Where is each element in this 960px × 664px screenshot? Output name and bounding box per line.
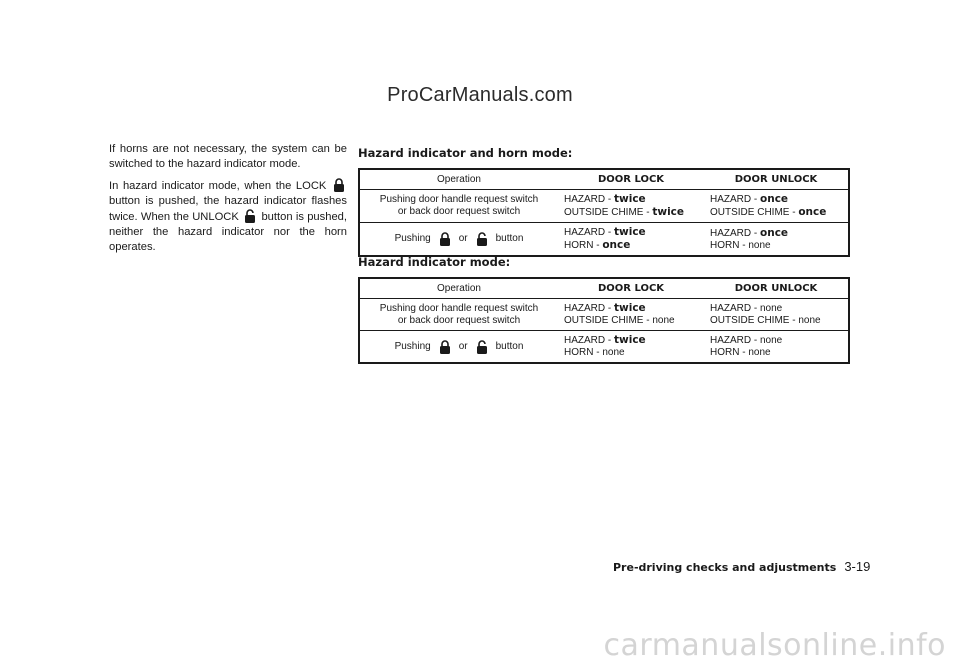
pushing-label: Pushing bbox=[394, 340, 431, 352]
or-label: or bbox=[458, 233, 468, 244]
pushing-label: Pushing bbox=[394, 233, 431, 244]
chime-label: OUTSIDE CHIME - bbox=[564, 315, 653, 326]
chime-value: once bbox=[798, 206, 827, 218]
header-door-lock: DOOR LOCK bbox=[558, 169, 704, 190]
operation-cell bbox=[359, 190, 558, 223]
header-door-unlock: DOOR UNLOCK bbox=[704, 278, 849, 299]
table-row bbox=[359, 331, 849, 364]
operation-line-2: or back door request switch bbox=[397, 314, 521, 326]
paragraph-2-part-c: button is pushed, neither the hazard indicator nor the horn operates. bbox=[109, 211, 348, 253]
watermark-bottom: carmanualsonline.info bbox=[603, 628, 946, 663]
watermark-top: ProCarManuals.com bbox=[387, 84, 573, 106]
operation-cell bbox=[359, 223, 558, 257]
button-label: button bbox=[495, 233, 524, 244]
hazard-label: HAZARD - bbox=[710, 334, 760, 346]
hazard-label: HAZARD - bbox=[564, 227, 614, 238]
door-lock-cell bbox=[558, 223, 704, 257]
unlock-icon bbox=[476, 232, 488, 246]
chime-value: none bbox=[798, 314, 821, 326]
chime-label: OUTSIDE CHIME - bbox=[710, 314, 799, 326]
door-unlock-cell bbox=[704, 190, 849, 223]
door-lock-cell bbox=[558, 331, 704, 364]
door-unlock-cell bbox=[704, 223, 849, 257]
operation-cell bbox=[359, 331, 558, 364]
lock-icon bbox=[439, 232, 451, 246]
paragraph-1: If horns are not necessary, the system can be switched to the hazard indicator mode. bbox=[109, 143, 347, 170]
button-label: button bbox=[495, 340, 524, 352]
horn-label: HORN - bbox=[710, 239, 749, 251]
table-hazard-mode bbox=[358, 277, 850, 364]
hazard-value: twice bbox=[614, 334, 646, 346]
chime-value: twice bbox=[652, 206, 685, 218]
hazard-value: twice bbox=[614, 302, 646, 314]
lock-icon bbox=[333, 178, 345, 192]
hazard-value: once bbox=[760, 193, 789, 205]
operation-cell bbox=[359, 299, 558, 331]
hazard-label: HAZARD - bbox=[564, 194, 614, 205]
intro-text bbox=[109, 142, 347, 261]
door-unlock-cell bbox=[704, 299, 849, 331]
chime-label: OUTSIDE CHIME - bbox=[564, 207, 653, 218]
horn-label: HORN - bbox=[710, 346, 749, 358]
horn-value: none bbox=[748, 239, 771, 251]
unlock-icon bbox=[476, 340, 488, 354]
table-row bbox=[359, 299, 849, 331]
page-number: 3-19 bbox=[844, 559, 871, 574]
operation-line-1: Pushing door handle request switch bbox=[379, 194, 539, 205]
header-door-unlock: DOOR UNLOCK bbox=[704, 169, 849, 190]
hazard-value: none bbox=[760, 302, 783, 314]
operation-line-1: Pushing door handle request switch bbox=[379, 302, 539, 314]
horn-label: HORN - bbox=[564, 240, 603, 251]
hazard-label: HAZARD - bbox=[564, 303, 614, 314]
footer-section-title: Pre-driving checks and adjustments bbox=[613, 561, 837, 574]
hazard-value: twice bbox=[614, 193, 646, 205]
door-unlock-cell bbox=[704, 331, 849, 364]
hazard-label: HAZARD - bbox=[564, 335, 614, 346]
table-header-row bbox=[359, 278, 849, 299]
section-title-hazard: Hazard indicator mode: bbox=[358, 255, 511, 269]
hazard-label: HAZARD - bbox=[710, 227, 760, 239]
operation-line-2: or back door request switch bbox=[397, 206, 521, 217]
unlock-icon bbox=[244, 209, 256, 223]
chime-value: none bbox=[652, 315, 675, 326]
horn-value: none bbox=[602, 347, 625, 358]
paragraph-2 bbox=[109, 178, 347, 255]
hazard-value: twice bbox=[614, 226, 646, 238]
header-operation: Operation bbox=[359, 169, 558, 190]
hazard-label: HAZARD - bbox=[710, 302, 760, 314]
section-title-hazard-horn: Hazard indicator and horn mode: bbox=[358, 146, 573, 160]
paragraph-2-part-a: In hazard indicator mode, when the LOCK bbox=[109, 180, 327, 192]
table-row bbox=[359, 223, 849, 257]
door-lock-cell bbox=[558, 190, 704, 223]
or-label: or bbox=[458, 340, 468, 352]
paragraph-2-part-b: button is pushed, the hazard indicator flashes twice. When the UNLOCK bbox=[109, 195, 347, 223]
door-lock-cell bbox=[558, 299, 704, 331]
hazard-label: HAZARD - bbox=[710, 194, 760, 205]
page-footer bbox=[613, 558, 870, 576]
table-row bbox=[359, 190, 849, 223]
hazard-value: none bbox=[760, 334, 783, 346]
chime-label: OUTSIDE CHIME - bbox=[710, 207, 799, 218]
horn-value: none bbox=[748, 346, 771, 358]
horn-label: HORN - bbox=[564, 347, 603, 358]
lock-icon bbox=[439, 340, 451, 354]
header-operation: Operation bbox=[359, 278, 558, 299]
table-hazard-horn-mode bbox=[358, 168, 850, 257]
horn-value: once bbox=[602, 239, 631, 251]
table-header-row bbox=[359, 169, 849, 190]
hazard-value: once bbox=[760, 226, 789, 239]
header-door-lock: DOOR LOCK bbox=[558, 278, 704, 299]
